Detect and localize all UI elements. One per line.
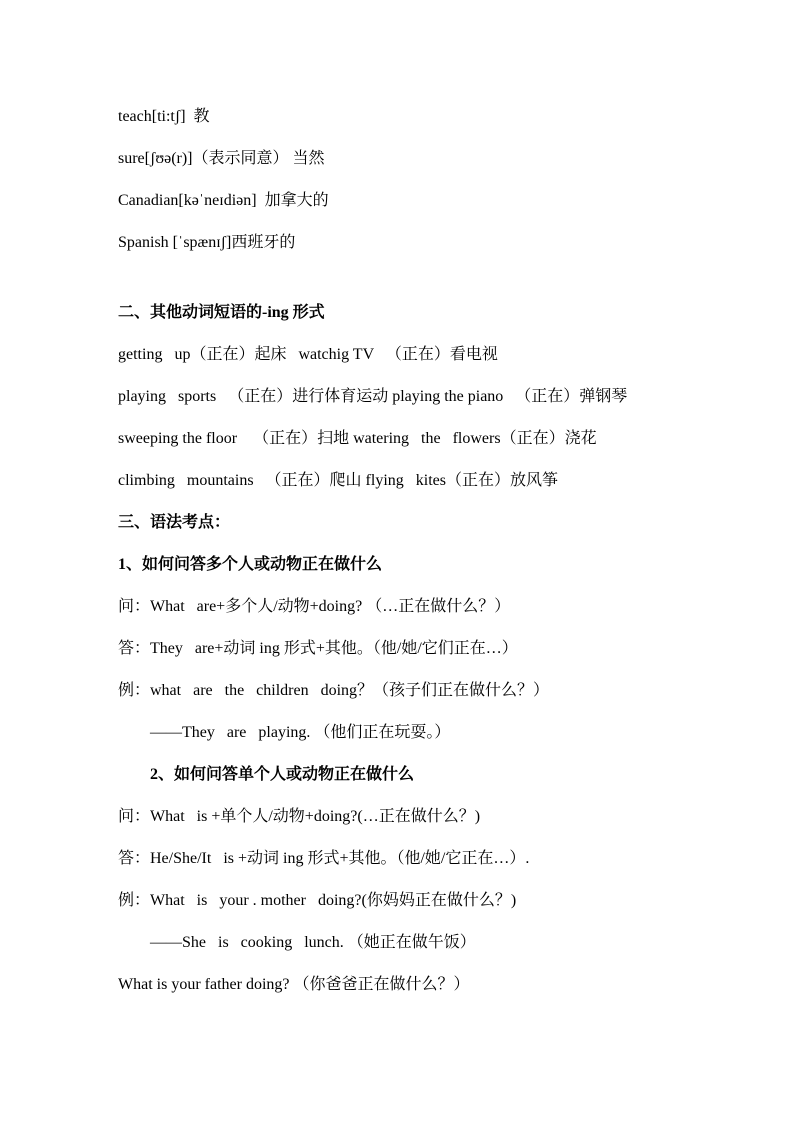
phrase-line-climbing: climbing mountains （正在）爬山 flying kites（正在）放风筝	[118, 472, 558, 489]
point1-question-pattern-line: 问：What are+多个人/动物+doing? （…正在做什么？）	[118, 598, 511, 615]
section-heading-grammar: 三、语法考点：	[118, 514, 231, 531]
point1-answer-pattern-line: 答：They are+动词 ing 形式+其他。（他/她/它们正在…）	[118, 640, 518, 657]
grammar-point2-heading: 2、如何问答单个人或动物正在做什么	[150, 766, 415, 783]
grammar-point1-heading: 1、如何问答多个人或动物正在做什么	[118, 556, 383, 573]
point2-answer-pattern-line: 答：He/She/It is +动词 ing 形式+其他。（他/她/它正在…）.	[118, 850, 530, 867]
vocab-line-sure: sure[ʃʊə(r)]（表示同意） 当然	[118, 150, 325, 167]
grammar-section	[118, 502, 693, 1006]
point2-example-question-line: 例：What is your . mother doing?(你妈妈正在做什么？)	[118, 892, 517, 909]
phrase-line-getting-up: getting up（正在）起床 watchig TV （正在）看电视	[118, 346, 498, 363]
phrase-line-playing: playing sports （正在）进行体育运动 playing the piano （正在）弹钢琴	[118, 388, 628, 405]
vocab-line-spanish: Spanish [ˈspænɪʃ]西班牙的	[118, 234, 296, 251]
closing-question-line: What is your father doing? （你爸爸正在做什么？）	[118, 976, 470, 993]
point1-example-question-line: 例：what are the children doing？（孩子们正在做什么？）	[118, 682, 550, 699]
vocab-section	[118, 96, 693, 264]
point1-example-answer-line: ——They are playing. （他们正在玩耍。）	[150, 724, 451, 741]
point2-example-answer-line: ——She is cooking lunch. （她正在做午饭）	[150, 934, 476, 951]
blank-line	[118, 264, 693, 292]
vocab-line-canadian: Canadian[kəˈneɪdiən] 加拿大的	[118, 192, 329, 209]
section-heading-ing-forms: 二、其他动词短语的-ing 形式	[118, 304, 325, 321]
point2-question-pattern-line: 问：What is +单个人/动物+doing?(…正在做什么？)	[118, 808, 481, 825]
ing-phrases-section	[118, 292, 693, 502]
vocab-line-teach: teach[ti:tʃ] 教	[118, 108, 210, 125]
phrase-line-sweeping: sweeping the floor （正在）扫地 watering the flowers（正在）浇花	[118, 430, 597, 447]
